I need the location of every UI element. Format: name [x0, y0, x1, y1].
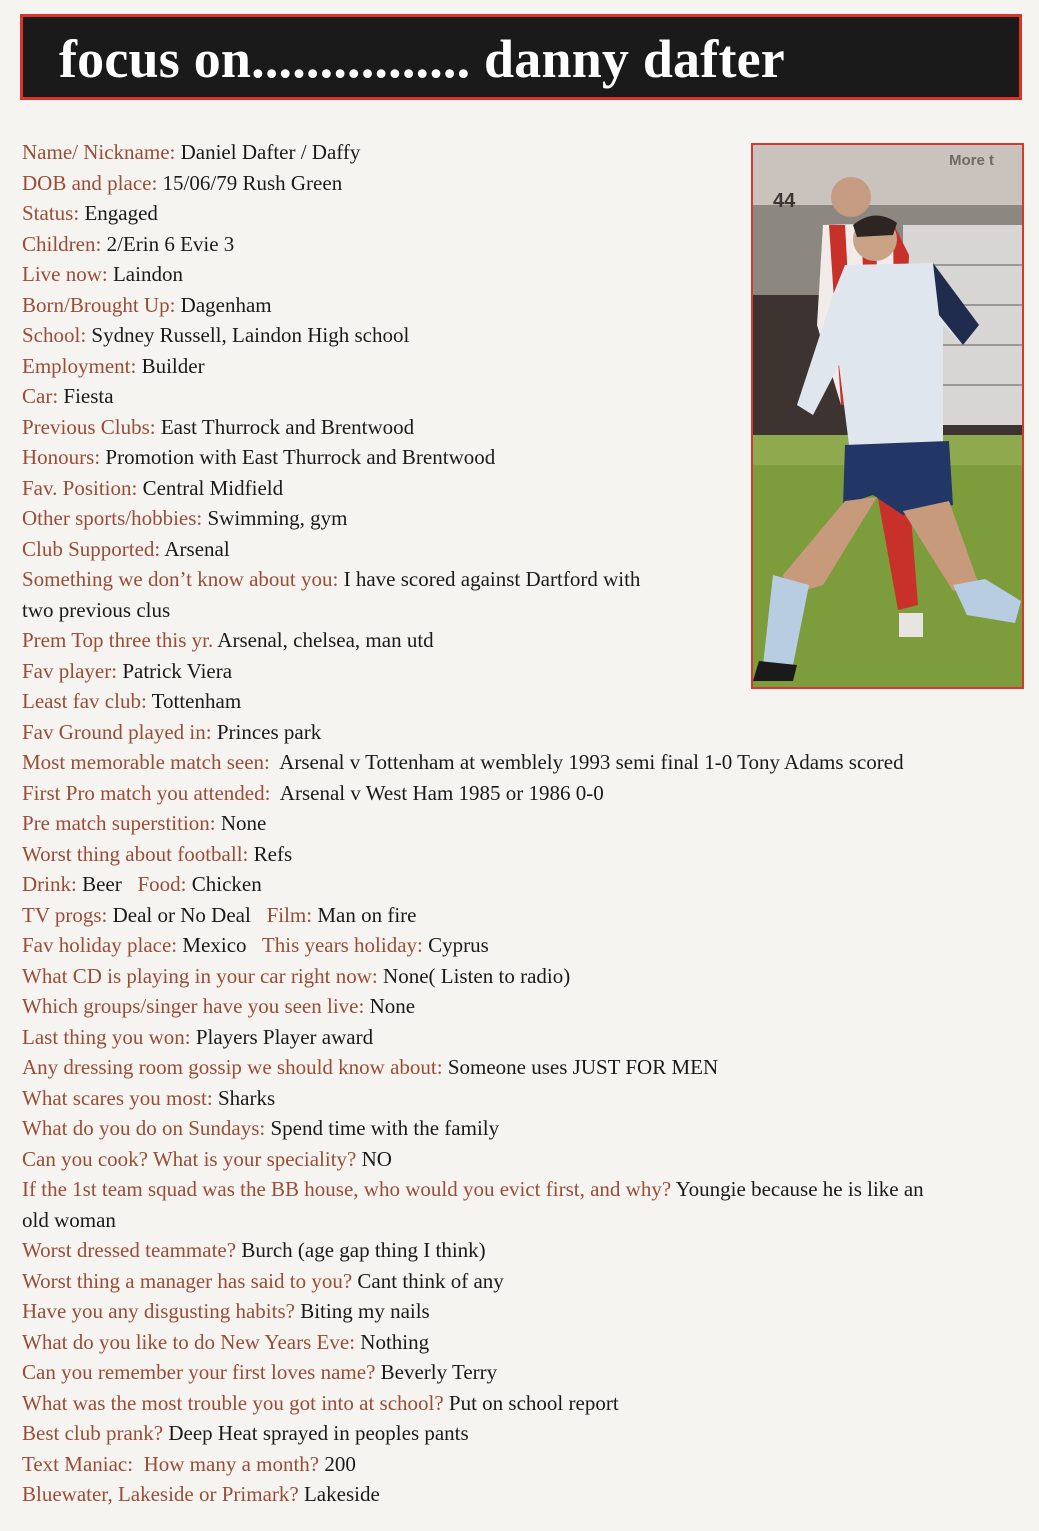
answer-text: Arsenal v West Ham 1985 or 1986 0-0: [270, 780, 604, 805]
answer-text: Lakeside: [298, 1482, 380, 1506]
qa-row: [22, 320, 1032, 351]
question-label: Status:: [22, 201, 80, 225]
question-label: Text Maniac:: [22, 1451, 134, 1476]
page-title: focus on................ danny dafter: [59, 29, 785, 89]
answer-text: None( Listen to radio): [377, 963, 571, 988]
question-label: Fav. Position:: [22, 475, 138, 500]
question-label: Least fav club:: [22, 689, 147, 713]
qa-row: [22, 198, 1032, 229]
answer-text: Spend time with the family: [265, 1116, 500, 1140]
qa-row: [22, 564, 1032, 595]
answer-text: Builder: [136, 353, 205, 378]
board-text: More t: [949, 152, 994, 169]
question-label: What was the most trouble you got into at school?: [22, 1390, 444, 1415]
qa-row: [22, 717, 1032, 748]
qa-row: [22, 869, 1032, 900]
answer-text: Cyprus: [422, 933, 489, 957]
qa-row: [22, 381, 1032, 412]
question-label: Worst dressed teammate?: [22, 1238, 237, 1262]
qa-row: [22, 229, 1032, 260]
answer-text: Biting my nails: [294, 1299, 430, 1323]
question-label: What do you do on Sundays:: [22, 1116, 266, 1140]
question-label: Last thing you won:: [22, 1024, 191, 1049]
qa-row: [22, 808, 1032, 839]
qa-row: [22, 1083, 1032, 1114]
answer-text: Beer: [76, 872, 138, 896]
qa-row: [22, 1113, 1032, 1144]
qa-row: [22, 900, 1032, 931]
question-label: Fav holiday place:: [22, 933, 178, 957]
qa-row: [22, 473, 1032, 504]
question-label: Previous Clubs:: [22, 414, 156, 439]
answer-text: two previous clus: [22, 597, 171, 622]
qa-row: [22, 1174, 1032, 1205]
answer-text: Put on school report: [443, 1390, 619, 1415]
answer-text: None: [364, 994, 416, 1018]
answer-text: I have scored against Dartford with: [338, 567, 641, 591]
question-label: Born/Brought Up:: [22, 292, 176, 317]
qa-row: [22, 1479, 1032, 1510]
answer-text: Sharks: [212, 1085, 276, 1110]
qa-row: [22, 503, 1032, 534]
answer-text: Arsenal, chelsea, man utd: [213, 628, 434, 652]
answer-text: [133, 1452, 144, 1476]
answer-text: Burch (age gap thing I think): [236, 1238, 486, 1262]
question-label: Drink:: [22, 872, 77, 896]
answer-text: 2/Erin 6 Evie 3: [101, 231, 235, 256]
title-banner: [20, 14, 1022, 100]
qa-row: [22, 961, 1032, 992]
answer-text: Man on fire: [312, 902, 417, 927]
answer-text: NO: [356, 1146, 392, 1171]
qa-row: [22, 839, 1032, 870]
answer-text: Players Player award: [190, 1024, 374, 1049]
qa-row: [22, 625, 1032, 656]
qa-row: [22, 686, 1032, 717]
answer-text: Arsenal: [160, 536, 230, 561]
question-label: School:: [22, 323, 87, 347]
question-label: Worst thing a manager has said to you?: [22, 1268, 353, 1293]
qa-row: [22, 1266, 1032, 1297]
qa-row: [22, 1205, 1032, 1236]
answer-text: Refs: [248, 841, 293, 866]
answer-text: Beverly Terry: [375, 1360, 498, 1384]
qa-row: [22, 1022, 1032, 1053]
qa-row: [22, 1052, 1032, 1083]
question-label: What do you like to do New Years Eve:: [22, 1329, 356, 1354]
question-label: Can you remember your first loves name?: [22, 1360, 376, 1384]
question-label: Pre match superstition:: [22, 811, 216, 835]
answer-text: Promotion with East Thurrock and Brentwood: [100, 445, 496, 469]
question-label: Car:: [22, 384, 59, 408]
qa-row: [22, 290, 1032, 321]
qa-row: [22, 351, 1032, 382]
qa-row: [22, 1418, 1032, 1449]
answer-text: Patrick Viera: [117, 658, 233, 683]
question-label: Prem Top three this yr.: [22, 628, 214, 652]
answer-text: Cant think of any: [352, 1268, 504, 1293]
answer-text: None: [215, 811, 267, 835]
answer-text: 200: [319, 1451, 356, 1476]
qa-row: [22, 930, 1032, 961]
question-label: Bluewater, Lakeside or Primark?: [22, 1482, 299, 1506]
question-label: Fav Ground played in:: [22, 719, 212, 744]
answer-text: Deep Heat sprayed in peoples pants: [163, 1421, 469, 1445]
answer-text: East Thurrock and Brentwood: [155, 414, 415, 439]
qa-row: [22, 991, 1032, 1022]
answer-text: Fiesta: [58, 384, 114, 408]
answer-text: Deal or No Deal: [107, 902, 267, 927]
qa-row: [22, 168, 1032, 199]
question-label: Worst thing about football:: [22, 841, 249, 866]
answer-text: Princes park: [211, 719, 322, 744]
question-label: Film:: [266, 902, 313, 927]
question-label: This years holiday:: [261, 933, 423, 957]
question-label: TV progs:: [22, 902, 108, 927]
answer-text: Youngie because he is like an: [671, 1177, 924, 1201]
board-number: 44: [773, 190, 796, 212]
answer-text: Sydney Russell, Laindon High school: [86, 323, 410, 347]
qa-row: [22, 1449, 1032, 1480]
question-label: Club Supported:: [22, 536, 161, 561]
qa-list: [22, 137, 1032, 1510]
question-label: Food:: [137, 872, 187, 896]
answer-text: Central Midfield: [137, 475, 284, 500]
qa-row: [22, 534, 1032, 565]
question-label: Something we don’t know about you:: [22, 567, 339, 591]
question-label: Can you cook? What is your speciality?: [22, 1146, 357, 1171]
answer-text: Laindon: [107, 262, 183, 286]
qa-row: [22, 1296, 1032, 1327]
question-label: Children:: [22, 231, 102, 256]
question-label: Have you any disgusting habits?: [22, 1299, 295, 1323]
answer-text: 15/06/79 Rush Green: [157, 170, 343, 195]
qa-row: [22, 137, 1032, 168]
qa-row: [22, 778, 1032, 809]
qa-row: [22, 1327, 1032, 1358]
question-label: Live now:: [22, 262, 108, 286]
qa-row: [22, 747, 1032, 778]
question-label: Honours:: [22, 445, 101, 469]
answer-text: Engaged: [79, 201, 158, 225]
question-label: Other sports/hobbies:: [22, 506, 203, 530]
question-label: What scares you most:: [22, 1085, 213, 1110]
question-label: Fav player:: [22, 658, 118, 683]
qa-row: [22, 656, 1032, 687]
question-label: Best club prank?: [22, 1421, 164, 1445]
answer-text: Swimming, gym: [202, 506, 348, 530]
answer-text: Nothing: [355, 1329, 430, 1354]
question-label: Any dressing room gossip we should know about:: [22, 1055, 443, 1079]
answer-text: Chicken: [186, 872, 262, 896]
answer-text: Someone uses JUST FOR MEN: [442, 1055, 719, 1079]
question-label: Name/ Nickname:: [22, 140, 176, 164]
answer-text: Mexico: [177, 933, 262, 957]
answer-text: old woman: [22, 1207, 116, 1232]
question-label: Which groups/singer have you seen live:: [22, 994, 365, 1018]
qa-row: [22, 259, 1032, 290]
question-label: DOB and place:: [22, 170, 158, 195]
answer-text: Daniel Dafter / Daffy: [175, 140, 361, 164]
question-label: First Pro match you attended:: [22, 780, 271, 805]
answer-text: Tottenham: [146, 689, 242, 713]
answer-text: Dagenham: [175, 292, 272, 317]
qa-row: [22, 1388, 1032, 1419]
qa-row: [22, 1144, 1032, 1175]
qa-row: [22, 595, 1032, 626]
answer-text: Arsenal v Tottenham at wemblely 1993 semi final 1-0 Tony Adams scored: [269, 750, 904, 774]
question-label: If the 1st team squad was the BB house, who would you evict first, and why?: [22, 1177, 672, 1201]
question-label: Employment:: [22, 353, 137, 378]
qa-row: [22, 442, 1032, 473]
qa-row: [22, 1235, 1032, 1266]
question-label: How many a month?: [143, 1451, 320, 1476]
question-label: Most memorable match seen:: [22, 750, 270, 774]
qa-row: [22, 1357, 1032, 1388]
question-label: What CD is playing in your car right now:: [22, 963, 378, 988]
qa-row: [22, 412, 1032, 443]
